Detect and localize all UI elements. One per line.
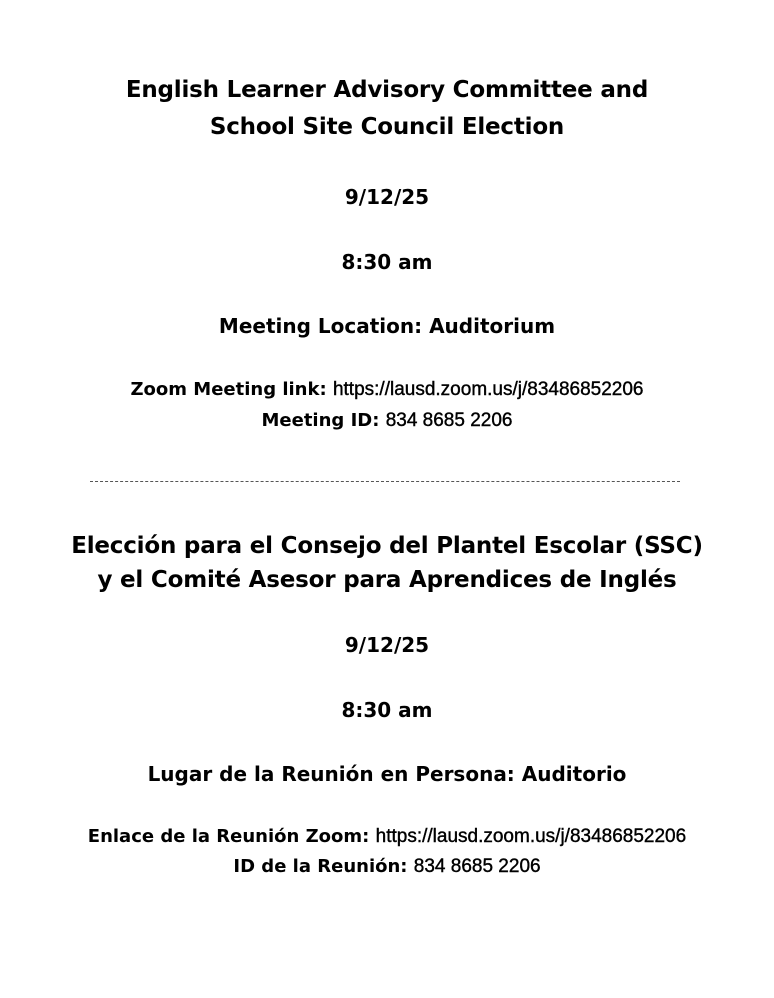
english-zoom-label: Zoom Meeting link: xyxy=(130,379,327,400)
english-zoom-row xyxy=(0,379,774,401)
spanish-zoom-link[interactable]: https://lausd.zoom.us/j/83486852206 xyxy=(375,826,687,847)
english-date: 9/12/25 xyxy=(344,185,430,209)
english-meeting-id-label: Meeting ID: xyxy=(261,410,380,431)
spanish-meeting-id-label: ID de la Reunión: xyxy=(233,856,408,877)
spanish-date: 9/12/25 xyxy=(344,633,430,657)
english-title-line-2: School Site Council Election xyxy=(209,114,565,140)
english-meeting-id-row xyxy=(0,410,774,432)
spanish-time: 8:30 am xyxy=(341,698,433,722)
english-location: Meeting Location: Auditorium xyxy=(218,314,556,338)
english-time: 8:30 am xyxy=(341,250,433,274)
spanish-meeting-id: 834 8685 2206 xyxy=(413,856,541,877)
english-zoom-link[interactable]: https://lausd.zoom.us/j/83486852206 xyxy=(332,379,644,400)
spanish-title-line-2: y el Comité Asesor para Aprendices de Inglés xyxy=(97,567,677,593)
spanish-zoom-label: Enlace de la Reunión Zoom: xyxy=(87,826,370,847)
english-title-line-1: English Learner Advisory Committee and xyxy=(125,77,649,103)
spanish-zoom-row xyxy=(0,826,774,848)
english-meeting-id: 834 8685 2206 xyxy=(385,410,513,431)
spanish-meeting-id-row xyxy=(0,856,774,878)
spanish-title-line-1: Elección para el Consejo del Plantel Escolar (SSC) xyxy=(71,533,703,559)
section-divider xyxy=(90,481,680,482)
spanish-location: Lugar de la Reunión en Persona: Auditorio xyxy=(147,762,627,786)
